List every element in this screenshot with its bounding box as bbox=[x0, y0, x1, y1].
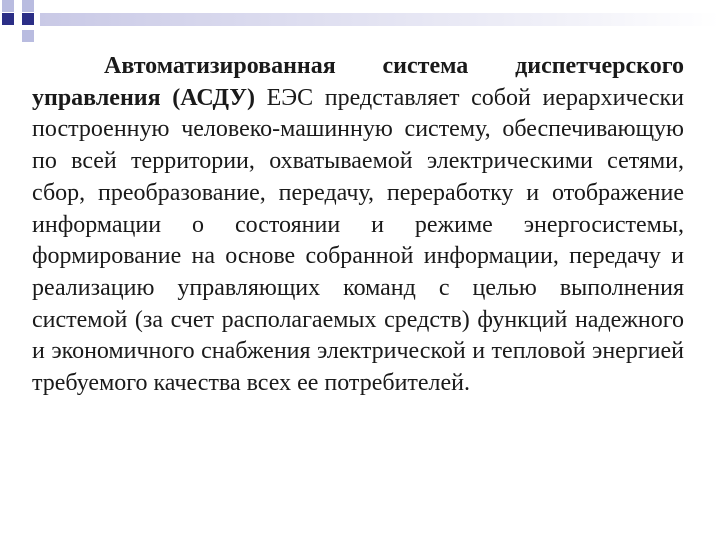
deco-square-bottom bbox=[22, 30, 34, 42]
deco-square-top-right bbox=[22, 0, 34, 12]
decorative-header-bar bbox=[40, 13, 720, 26]
deco-square-top-left bbox=[2, 0, 14, 12]
paragraph-bold-lead: Автоматизированная система диспетчерского управления (АСДУ) bbox=[32, 53, 684, 111]
paragraph-rest: ЕЭС представляет собой иерархически построенную человеко-машинную систему, обеспечивающую по всей территории, охватываемой электрическими сетями, сбор, преобразование, передачу, переработку и отображение информации о состоянии и режиме энергосистемы, формирование на основе собранной информации, передачу и реализацию управляющих команд с целью выполнения системой (за счет располагаемых средств) функций надежного и экономичного снабжения электрической и тепловой энергией требуемого качества всех ее потребителей. bbox=[32, 84, 684, 397]
deco-square-mid-dark-right bbox=[22, 13, 34, 25]
deco-square-mid-dark-left bbox=[2, 13, 14, 25]
body-paragraph bbox=[32, 51, 684, 400]
